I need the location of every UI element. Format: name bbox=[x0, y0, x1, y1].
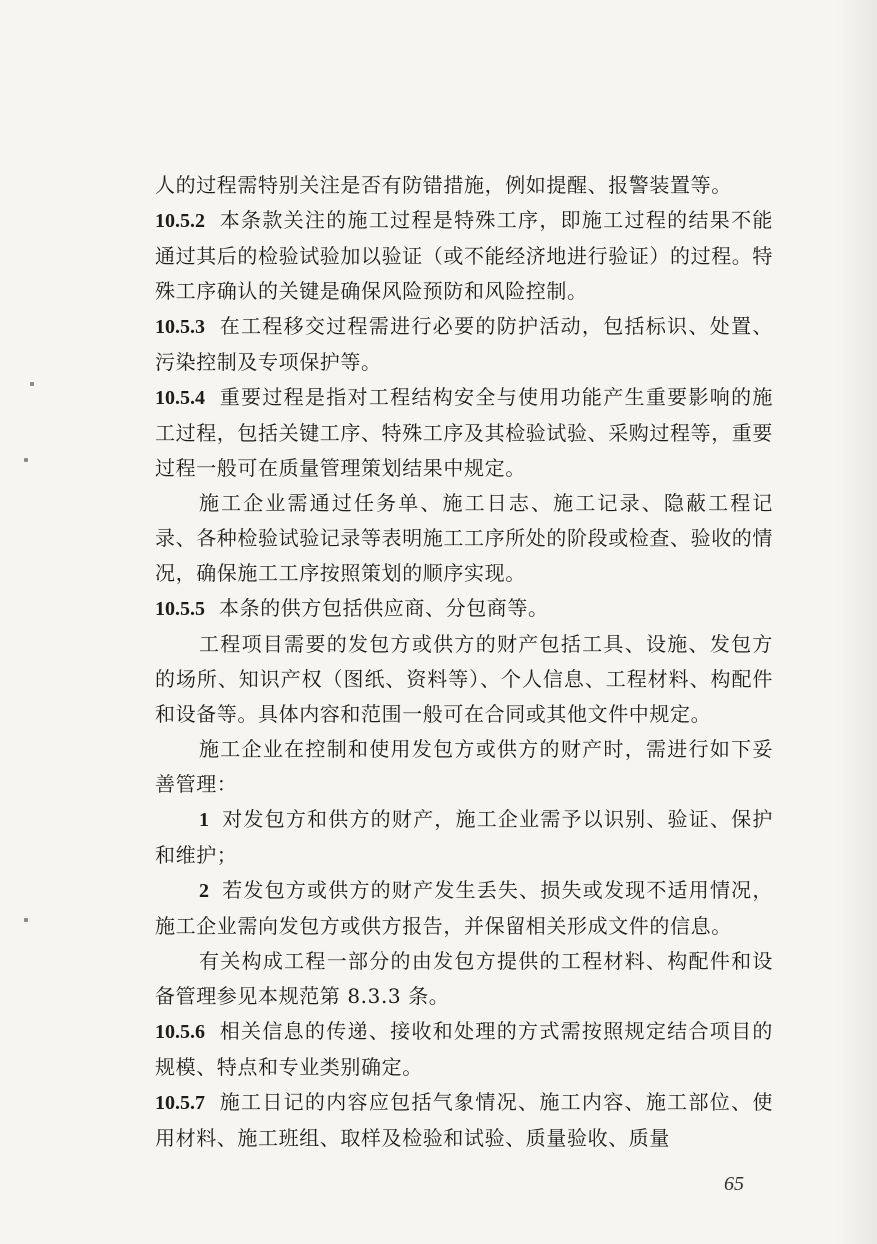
clause-number: 10.5.6 bbox=[155, 1021, 205, 1043]
clause-number: 10.5.3 bbox=[155, 316, 205, 338]
clause-text: 本条款关注的施工过程是特殊工序，即施工过程的结果不能通过其后的检验试验加以验证（或不能经济地进行验证）的过程。特殊工序确认的关键是确保风险预防和风险控制。 bbox=[155, 208, 773, 303]
clause-10-5-7 bbox=[155, 1085, 773, 1156]
clause-text: 相关信息的传递、接收和处理的方式需按照规定结合项目的规模、特点和专业类别确定。 bbox=[155, 1019, 773, 1079]
clause-text: 本条的供方包括供应商、分包商等。 bbox=[219, 596, 549, 620]
item-text: 对发包方和供方的财产，施工企业需予以识别、验证、保护和维护； bbox=[155, 807, 773, 867]
clause-number: 10.5.5 bbox=[155, 598, 205, 620]
clause-10-5-6 bbox=[155, 1014, 773, 1085]
paragraph: 施工企业需通过任务单、施工日志、施工记录、隐蔽工程记录、各种检验试验记录等表明施工工序所处的阶段或检查、验收的情况，确保施工工序按照策划的顺序实现。 bbox=[155, 491, 773, 585]
paragraph: 人的过程需特别关注是否有防错措施，例如提醒、报警装置等。 bbox=[155, 173, 732, 197]
clause-number: 10.5.2 bbox=[155, 210, 205, 232]
clause-number: 10.5.7 bbox=[155, 1092, 205, 1114]
item-number: 2 bbox=[199, 880, 210, 902]
clause-10-5-2 bbox=[155, 203, 773, 309]
clause-text: 重要过程是指对工程结构安全与使用功能产生重要影响的施工过程，包括关键工序、特殊工序及其检验试验、采购过程等，重要过程一般可在质量管理策划结果中规定。 bbox=[155, 385, 773, 480]
paragraph: 工程项目需要的发包方或供方的财产包括工具、设施、发包方的场所、知识产权（图纸、资料等）、个人信息、工程材料、构配件和设备等。具体内容和范围一般可在合同或其他文件中规定。 bbox=[155, 632, 773, 726]
clause-10-5-4 bbox=[155, 380, 773, 486]
page-edge-shadow bbox=[837, 0, 877, 1244]
scan-mark bbox=[24, 918, 28, 922]
item-number: 1 bbox=[199, 809, 210, 831]
item-text: 若发包方或供方的财产发生丢失、损失或发现不适用情况，施工企业需向发包方或供方报告，并保留相关形成文件的信息。 bbox=[155, 878, 773, 938]
paragraph: 有关构成工程一部分的由发包方提供的工程材料、构配件和设备管理参见本规范第 8.3.3 条。 bbox=[155, 949, 773, 1008]
scan-mark bbox=[24, 458, 28, 462]
clause-text: 施工日记的内容应包括气象情况、施工内容、施工部位、使用材料、施工班组、取样及检验和试验、质量验收、质量 bbox=[155, 1090, 773, 1150]
body-text bbox=[155, 168, 773, 1156]
list-item bbox=[155, 873, 773, 944]
clause-10-5-3 bbox=[155, 309, 773, 380]
page-number: 65 bbox=[724, 1173, 744, 1195]
clause-text: 在工程移交过程需进行必要的防护活动，包括标识、处置、污染控制及专项保护等。 bbox=[155, 314, 773, 374]
scan-mark bbox=[30, 382, 34, 386]
clause-10-5-5 bbox=[155, 591, 773, 627]
clause-number: 10.5.4 bbox=[155, 387, 205, 409]
paragraph: 施工企业在控制和使用发包方或供方的财产时，需进行如下妥善管理： bbox=[155, 737, 773, 796]
list-item bbox=[155, 802, 773, 873]
